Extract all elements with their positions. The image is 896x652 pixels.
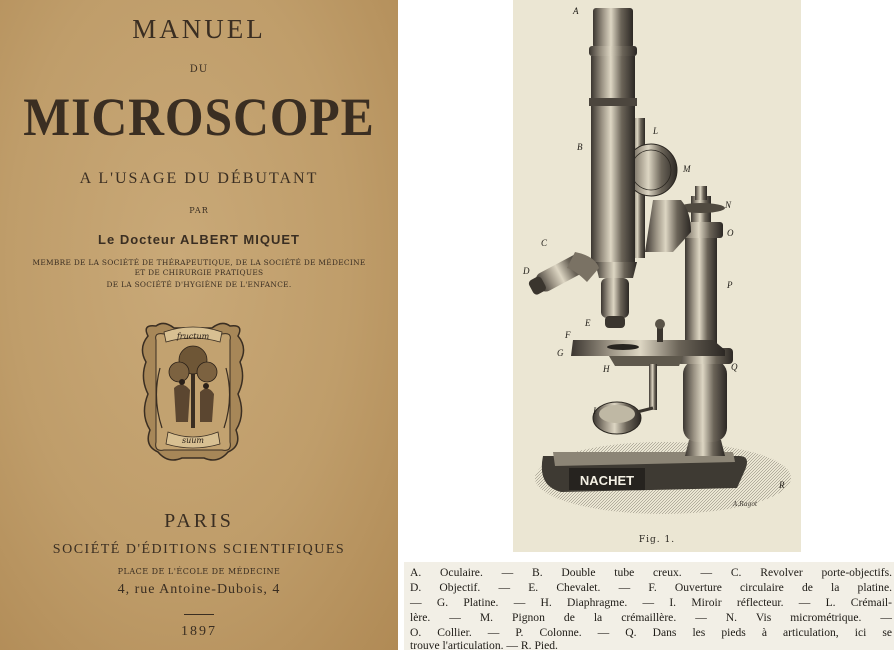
subtitle: A L'USAGE DU DÉBUTANT	[79, 170, 319, 187]
legend-line: D. Objectif. — E. Chevalet. — F. Ouverture circulaire de la platine.	[410, 581, 892, 594]
affiliation-line: ET DE CHIRURGIE PRATIQUES	[134, 268, 264, 277]
emblem-motto-bottom: suum	[182, 436, 204, 445]
maker-name: NACHET	[579, 473, 635, 488]
label-a: A	[573, 6, 579, 16]
label-n: N	[725, 200, 732, 210]
author-name: Le Docteur ALBERT MIQUET	[98, 232, 300, 247]
label-q: Q	[731, 362, 738, 372]
label-m: M	[683, 164, 691, 174]
affiliation-line: DE LA SOCIÉTÉ D'HYGIÈNE DE L'ENFANCE.	[106, 280, 292, 289]
microscope-illustration	[513, 0, 801, 552]
legend-line: trouve l'articulation. — R. Pied.	[410, 639, 558, 652]
divider	[184, 614, 214, 615]
publication-year: 1897	[181, 624, 217, 639]
legend-line: A. Oculaire. — B. Double tube creux. — C. Revolver porte-objectifs.	[410, 566, 892, 579]
legend-line: O. Collier. — P. Colonne. — Q. Dans les pieds à articulation, ici se	[410, 626, 892, 639]
label-f: F	[565, 330, 571, 340]
microscope-engraving	[513, 0, 801, 552]
publisher-emblem	[134, 318, 252, 466]
legend-line: lère. — M. Pignon de la crémaillère. — N. Vis micrométrique. —	[410, 611, 892, 624]
publisher-name: SOCIÉTÉ D'ÉDITIONS SCIENTIFIQUES	[52, 542, 346, 557]
label-b: B	[577, 142, 583, 152]
affiliation-line: MEMBRE DE LA SOCIÉTÉ DE THÉRAPEUTIQUE, DE LA SOCIÉTÉ DE MÉDECINE	[32, 258, 366, 267]
label-r: R	[779, 480, 785, 490]
label-d: D	[523, 266, 530, 276]
title-du: DU	[189, 64, 209, 75]
label-e: E	[585, 318, 591, 328]
label-i: I	[593, 406, 596, 416]
emblem-motto-top: fructum	[176, 332, 210, 341]
legend-line: — G. Platine. — H. Diaphragme. — I. Miroir réflecteur. — L. Crémail-	[410, 596, 892, 609]
figure-legend	[404, 562, 894, 650]
title-main: MICROSCOPE	[23, 87, 375, 147]
publisher-address: 4, rue Antoine-Dubois, 4	[117, 582, 281, 597]
par-label: PAR	[189, 206, 209, 215]
label-p: P	[727, 280, 733, 290]
book-title-page	[0, 0, 398, 650]
label-g: G	[557, 348, 564, 358]
figure-caption: Fig. 1.	[638, 535, 676, 545]
label-l: L	[653, 126, 659, 136]
svg-text:A.Ragot: A.Ragot	[733, 501, 758, 508]
label-o: O	[727, 228, 734, 238]
label-h: H	[603, 364, 610, 374]
publication-city: PARIS	[164, 510, 234, 532]
title-top: MANUEL	[132, 14, 266, 44]
label-c: C	[541, 238, 548, 248]
publisher-place: PLACE DE L'ÉCOLE DE MÉDECINE	[117, 567, 281, 576]
